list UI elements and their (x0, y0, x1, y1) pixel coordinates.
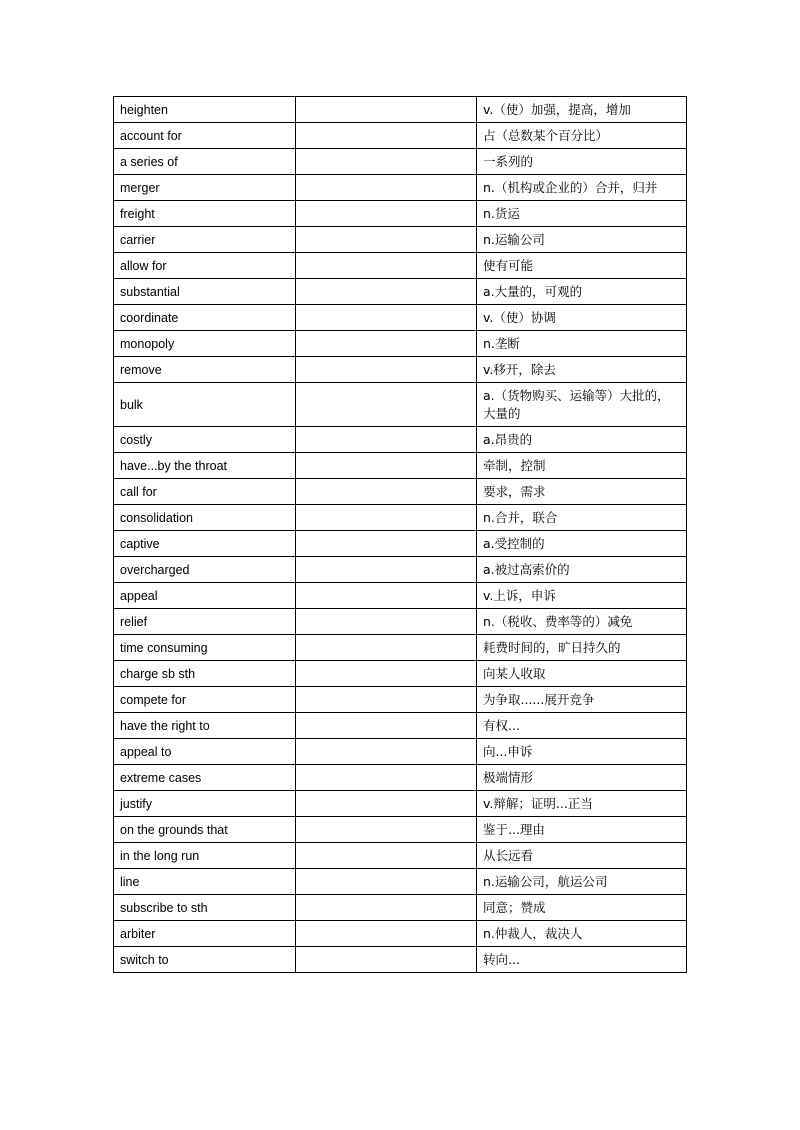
chinese-definition: n.运输公司，航运公司 (477, 869, 687, 895)
chinese-definition: n.垄断 (477, 331, 687, 357)
blank-cell (296, 921, 477, 947)
blank-cell (296, 453, 477, 479)
english-term: costly (114, 427, 296, 453)
english-term: overcharged (114, 557, 296, 583)
table-row (114, 843, 687, 869)
blank-cell (296, 149, 477, 175)
table-row (114, 253, 687, 279)
english-term: substantial (114, 279, 296, 305)
english-term: consolidation (114, 505, 296, 531)
blank-cell (296, 765, 477, 791)
chinese-definition: a.昂贵的 (477, 427, 687, 453)
chinese-definition: v.（使）协调 (477, 305, 687, 331)
table-row (114, 123, 687, 149)
table-row (114, 557, 687, 583)
vocabulary-table (113, 96, 687, 973)
english-term: freight (114, 201, 296, 227)
english-term: remove (114, 357, 296, 383)
blank-cell (296, 635, 477, 661)
chinese-definition: v.辩解；证明...正当 (477, 791, 687, 817)
table-row (114, 227, 687, 253)
english-term: have...by the throat (114, 453, 296, 479)
chinese-definition: a.（货物购买、运输等）大批的，大量的 (477, 383, 687, 427)
table-row (114, 609, 687, 635)
blank-cell (296, 557, 477, 583)
table-row (114, 635, 687, 661)
english-term: bulk (114, 383, 296, 427)
table-row (114, 791, 687, 817)
table-row (114, 947, 687, 973)
chinese-definition: 一系列的 (477, 149, 687, 175)
table-row (114, 583, 687, 609)
chinese-definition: n.货运 (477, 201, 687, 227)
english-term: arbiter (114, 921, 296, 947)
blank-cell (296, 331, 477, 357)
english-term: subscribe to sth (114, 895, 296, 921)
chinese-definition: n.（机构或企业的）合并，归并 (477, 175, 687, 201)
blank-cell (296, 505, 477, 531)
blank-cell (296, 383, 477, 427)
blank-cell (296, 895, 477, 921)
table-row (114, 817, 687, 843)
chinese-definition: n.运输公司 (477, 227, 687, 253)
blank-cell (296, 305, 477, 331)
chinese-definition: 从长远看 (477, 843, 687, 869)
english-term: monopoly (114, 331, 296, 357)
blank-cell (296, 253, 477, 279)
chinese-definition: a.受控制的 (477, 531, 687, 557)
english-term: in the long run (114, 843, 296, 869)
blank-cell (296, 817, 477, 843)
table-row (114, 97, 687, 123)
table-row (114, 713, 687, 739)
english-term: have the right to (114, 713, 296, 739)
chinese-definition: 耗费时间的，旷日持久的 (477, 635, 687, 661)
blank-cell (296, 869, 477, 895)
blank-cell (296, 123, 477, 149)
english-term: allow for (114, 253, 296, 279)
blank-cell (296, 201, 477, 227)
table-row (114, 661, 687, 687)
blank-cell (296, 357, 477, 383)
blank-cell (296, 947, 477, 973)
blank-cell (296, 227, 477, 253)
chinese-definition: v.移开，除去 (477, 357, 687, 383)
blank-cell (296, 661, 477, 687)
table-row (114, 531, 687, 557)
blank-cell (296, 279, 477, 305)
english-term: charge sb sth (114, 661, 296, 687)
table-row (114, 505, 687, 531)
blank-cell (296, 843, 477, 869)
chinese-definition: 向某人收取 (477, 661, 687, 687)
blank-cell (296, 97, 477, 123)
english-term: on the grounds that (114, 817, 296, 843)
table-row (114, 479, 687, 505)
english-term: line (114, 869, 296, 895)
table-row (114, 357, 687, 383)
chinese-definition: 极端情形 (477, 765, 687, 791)
chinese-definition: n.合并，联合 (477, 505, 687, 531)
table-row (114, 149, 687, 175)
chinese-definition: n.（税收、费率等的）减免 (477, 609, 687, 635)
table-row (114, 331, 687, 357)
blank-cell (296, 609, 477, 635)
vocabulary-table-body (114, 97, 687, 973)
table-row (114, 739, 687, 765)
chinese-definition: 使有可能 (477, 253, 687, 279)
chinese-definition: n.仲裁人，裁决人 (477, 921, 687, 947)
table-row (114, 895, 687, 921)
chinese-definition: 同意；赞成 (477, 895, 687, 921)
english-term: relief (114, 609, 296, 635)
english-term: carrier (114, 227, 296, 253)
table-row (114, 279, 687, 305)
blank-cell (296, 687, 477, 713)
english-term: call for (114, 479, 296, 505)
blank-cell (296, 583, 477, 609)
table-row (114, 869, 687, 895)
english-term: justify (114, 791, 296, 817)
blank-cell (296, 531, 477, 557)
blank-cell (296, 791, 477, 817)
english-term: switch to (114, 947, 296, 973)
chinese-definition: 要求，需求 (477, 479, 687, 505)
chinese-definition: 转向... (477, 947, 687, 973)
chinese-definition: 鉴于...理由 (477, 817, 687, 843)
table-row (114, 453, 687, 479)
english-term: a series of (114, 149, 296, 175)
table-row (114, 765, 687, 791)
chinese-definition: v.上诉，申诉 (477, 583, 687, 609)
english-term: compete for (114, 687, 296, 713)
blank-cell (296, 739, 477, 765)
english-term: appeal (114, 583, 296, 609)
blank-cell (296, 427, 477, 453)
blank-cell (296, 713, 477, 739)
english-term: appeal to (114, 739, 296, 765)
table-row (114, 201, 687, 227)
table-row (114, 427, 687, 453)
english-term: account for (114, 123, 296, 149)
chinese-definition: 向...申诉 (477, 739, 687, 765)
english-term: coordinate (114, 305, 296, 331)
table-row (114, 921, 687, 947)
table-row (114, 305, 687, 331)
table-row (114, 175, 687, 201)
chinese-definition: 占（总数某个百分比） (477, 123, 687, 149)
english-term: captive (114, 531, 296, 557)
english-term: heighten (114, 97, 296, 123)
chinese-definition: v.（使）加强，提高，增加 (477, 97, 687, 123)
english-term: time consuming (114, 635, 296, 661)
table-row (114, 687, 687, 713)
english-term: merger (114, 175, 296, 201)
english-term: extreme cases (114, 765, 296, 791)
chinese-definition: 有权... (477, 713, 687, 739)
blank-cell (296, 175, 477, 201)
blank-cell (296, 479, 477, 505)
table-row (114, 383, 687, 427)
chinese-definition: a.大量的，可观的 (477, 279, 687, 305)
chinese-definition: a.被过高索价的 (477, 557, 687, 583)
chinese-definition: 为争取......展开竞争 (477, 687, 687, 713)
chinese-definition: 牵制，控制 (477, 453, 687, 479)
